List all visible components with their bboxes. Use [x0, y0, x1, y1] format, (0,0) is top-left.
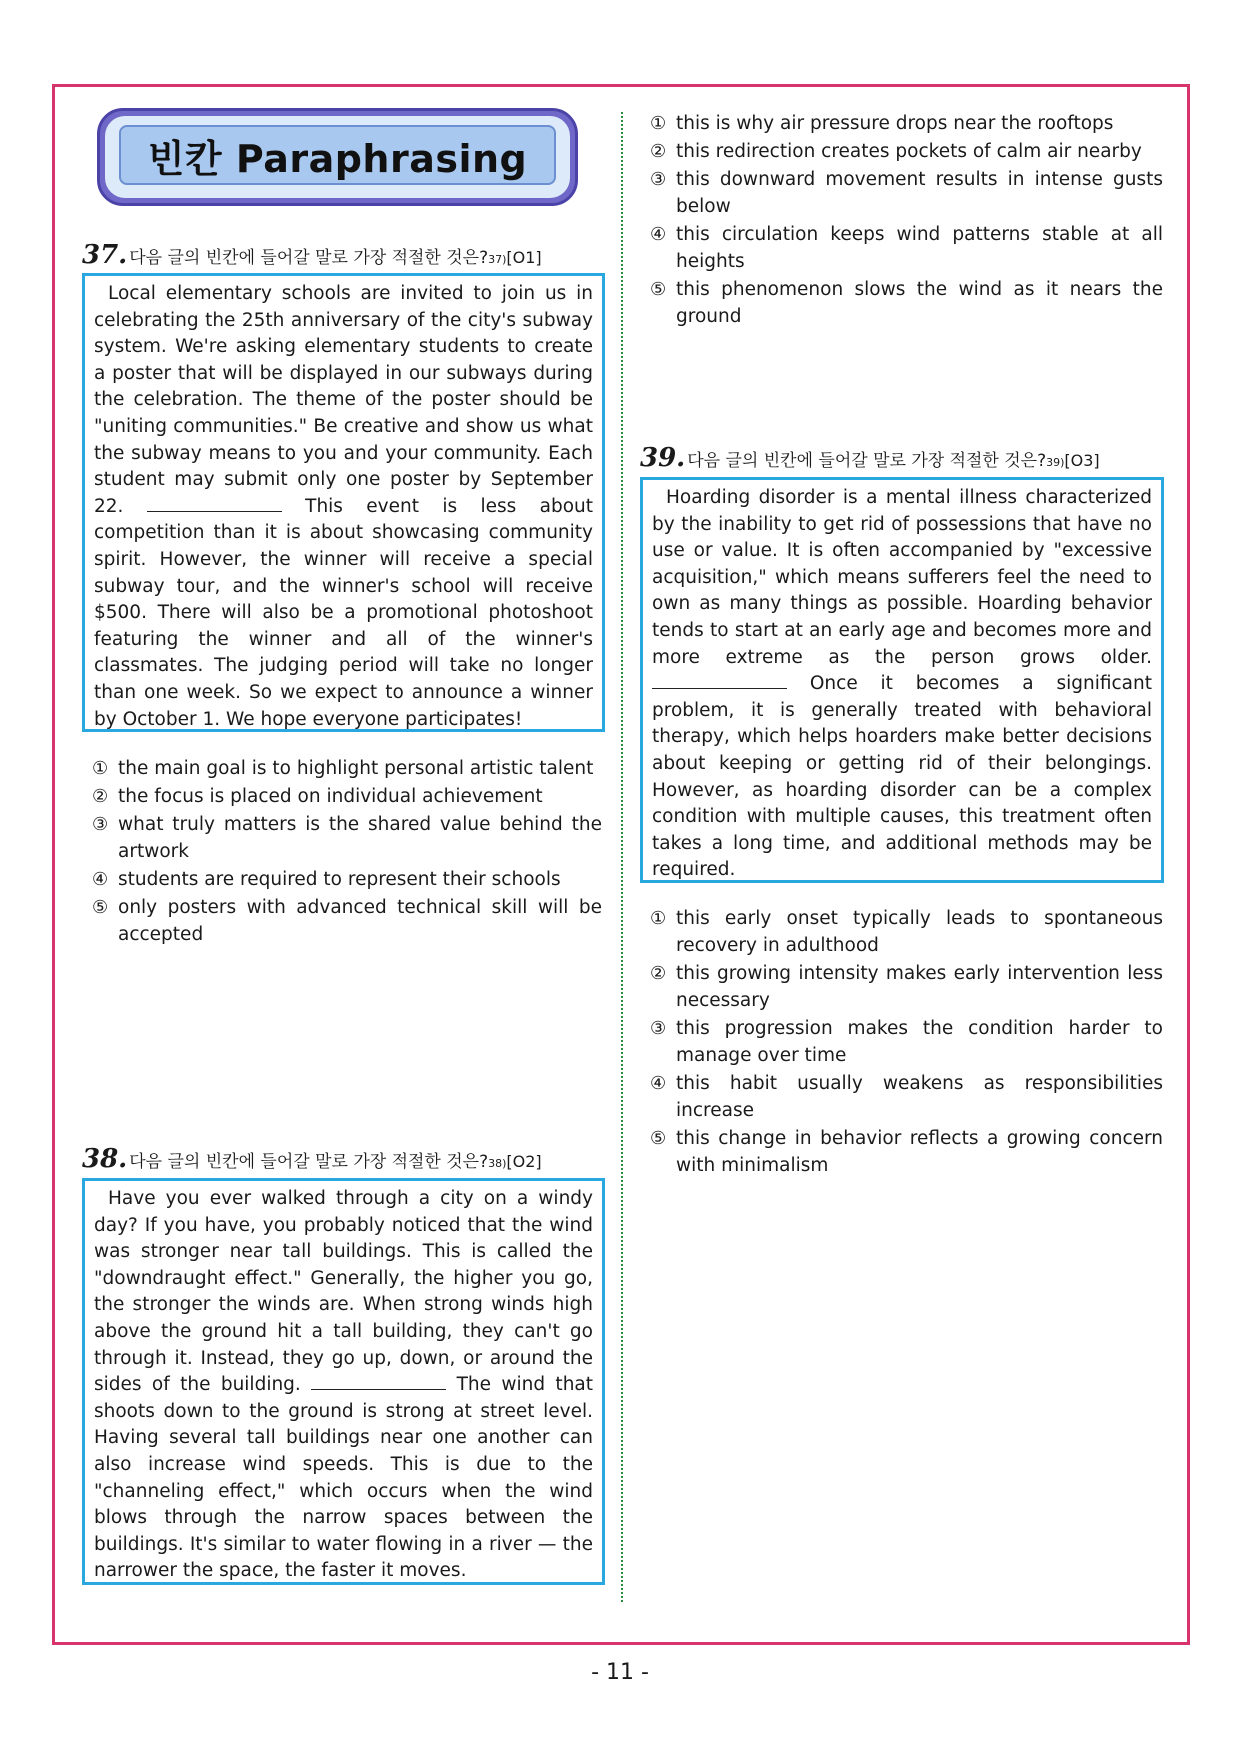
question-38-options	[650, 110, 1163, 331]
question-number: 38.	[82, 1144, 128, 1174]
question-prompt: 다음 글의 빈칸에 들어갈 말로 가장 적절한 것은?	[687, 451, 1047, 471]
answer-blank	[311, 1373, 446, 1390]
question-ref: [O2]	[506, 1152, 542, 1171]
title-badge	[119, 125, 556, 185]
question-footnote: 37)	[488, 253, 507, 266]
question-37-options	[92, 755, 602, 949]
option-4[interactable]: ④ this habit usually weakens as responsibilities increase	[650, 1073, 1163, 1121]
option-2[interactable]: ② the focus is placed on individual achievement	[92, 786, 543, 807]
question-38-header	[82, 1144, 542, 1174]
question-ref: [O3]	[1064, 451, 1100, 470]
answer-blank	[147, 495, 282, 512]
question-number: 37.	[82, 240, 128, 270]
question-prompt: 다음 글의 빈칸에 들어갈 말로 가장 적절한 것은?	[129, 1152, 489, 1172]
question-37-passage	[82, 273, 605, 732]
option-2[interactable]: ② this growing intensity makes early intervention less necessary	[650, 963, 1163, 1011]
passage-text-after: This event is less about competition than it is about showcasing community spirit. However, the winner will receive a special subway tour, and the winner's school will receive $500. There will also be a promotional photoshoot featuring the winner and all of the winner's classmates. The judging period will take no longer than one week. So we expect to announce a winner by October 1. We hope everyone participates!	[94, 495, 593, 730]
option-4[interactable]: ④ students are required to represent their schools	[92, 869, 561, 890]
option-5[interactable]: ⑤ only posters with advanced technical skill will be accepted	[92, 897, 602, 945]
passage-text-after: The wind that shoots down to the ground is strong at street level. Having several tall buildings near one another can also increase wind speeds. This is due to the "channeling effect," which occurs when the wind blows through the narrow spaces between the buildings. It's similar to water flowing in a river — the narrower the space, the faster it moves.	[94, 1374, 594, 1582]
option-5[interactable]: ⑤ this change in behavior reflects a growing concern with minimalism	[650, 1128, 1163, 1176]
section-title: 빈칸 Paraphrasing	[147, 136, 528, 181]
page-number: - 11 -	[591, 1660, 649, 1685]
option-1[interactable]: ① the main goal is to highlight personal artistic talent	[92, 758, 594, 779]
option-1[interactable]: ① this early onset typically leads to spontaneous recovery in adulthood	[650, 908, 1163, 956]
column-divider	[621, 112, 623, 1602]
passage-text-before: Have you ever walked through a city on a windy day? If you have, you probably noticed that the wind was stronger near tall buildings. This is called the "downdraught effect." Generally, the higher you go, the stronger the winds are. When strong winds high above the ground hit a tall building, they can't go through it. Instead, they go up, down, or around the sides of the building.	[94, 1188, 593, 1396]
option-5[interactable]: ⑤ this phenomenon slows the wind as it nears the ground	[650, 279, 1163, 327]
question-39-options	[650, 905, 1163, 1180]
option-1[interactable]: ① this is why air pressure drops near the rooftops	[650, 113, 1114, 134]
question-number: 39.	[640, 443, 686, 473]
answer-blank	[652, 672, 787, 689]
option-3[interactable]: ③ this progression makes the condition harder to manage over time	[650, 1018, 1163, 1066]
option-3[interactable]: ③ this downward movement results in intense gusts below	[650, 169, 1163, 217]
question-38-passage	[82, 1178, 605, 1585]
passage-text-before: Hoarding disorder is a mental illness characterized by the inability to get rid of possessions that have no use or value. It is often accompanied by "excessive acquisition," which means sufferers feel the need to own as many things as possible. Hoarding behavior tends to start at an early age and becomes more and more extreme as the person grows older.	[652, 487, 1152, 668]
option-3[interactable]: ③ what truly matters is the shared value behind the artwork	[92, 814, 602, 862]
question-37-header	[82, 240, 542, 270]
question-ref: [O1]	[506, 248, 542, 267]
question-footnote: 38)	[488, 1157, 507, 1170]
question-39-passage	[640, 477, 1164, 883]
passage-text-after: Once it becomes a significant problem, it is generally treated with behavioral therapy, which helps hoarders make better decisions about keeping or getting rid of their belongings. However, as hoarding disorder can be a complex condition with multiple causes, this treatment often takes a long time, and additional methods may be required.	[652, 673, 1152, 881]
question-39-header	[640, 443, 1100, 473]
passage-text-before: Local elementary schools are invited to join us in celebrating the 25th anniversary of the city's subway system. We're asking elementary students to create a poster that will be displayed in our subways during the celebration. The theme of the poster should be "uniting communities." Be creative and show us what the subway means to you and your community. Each student may submit only one poster by September 22.	[94, 283, 593, 517]
option-2[interactable]: ② this redirection creates pockets of calm air nearby	[650, 141, 1142, 162]
option-4[interactable]: ④ this circulation keeps wind patterns stable at all heights	[650, 224, 1163, 272]
question-footnote: 39)	[1046, 456, 1065, 469]
question-prompt: 다음 글의 빈칸에 들어갈 말로 가장 적절한 것은?	[129, 248, 489, 268]
